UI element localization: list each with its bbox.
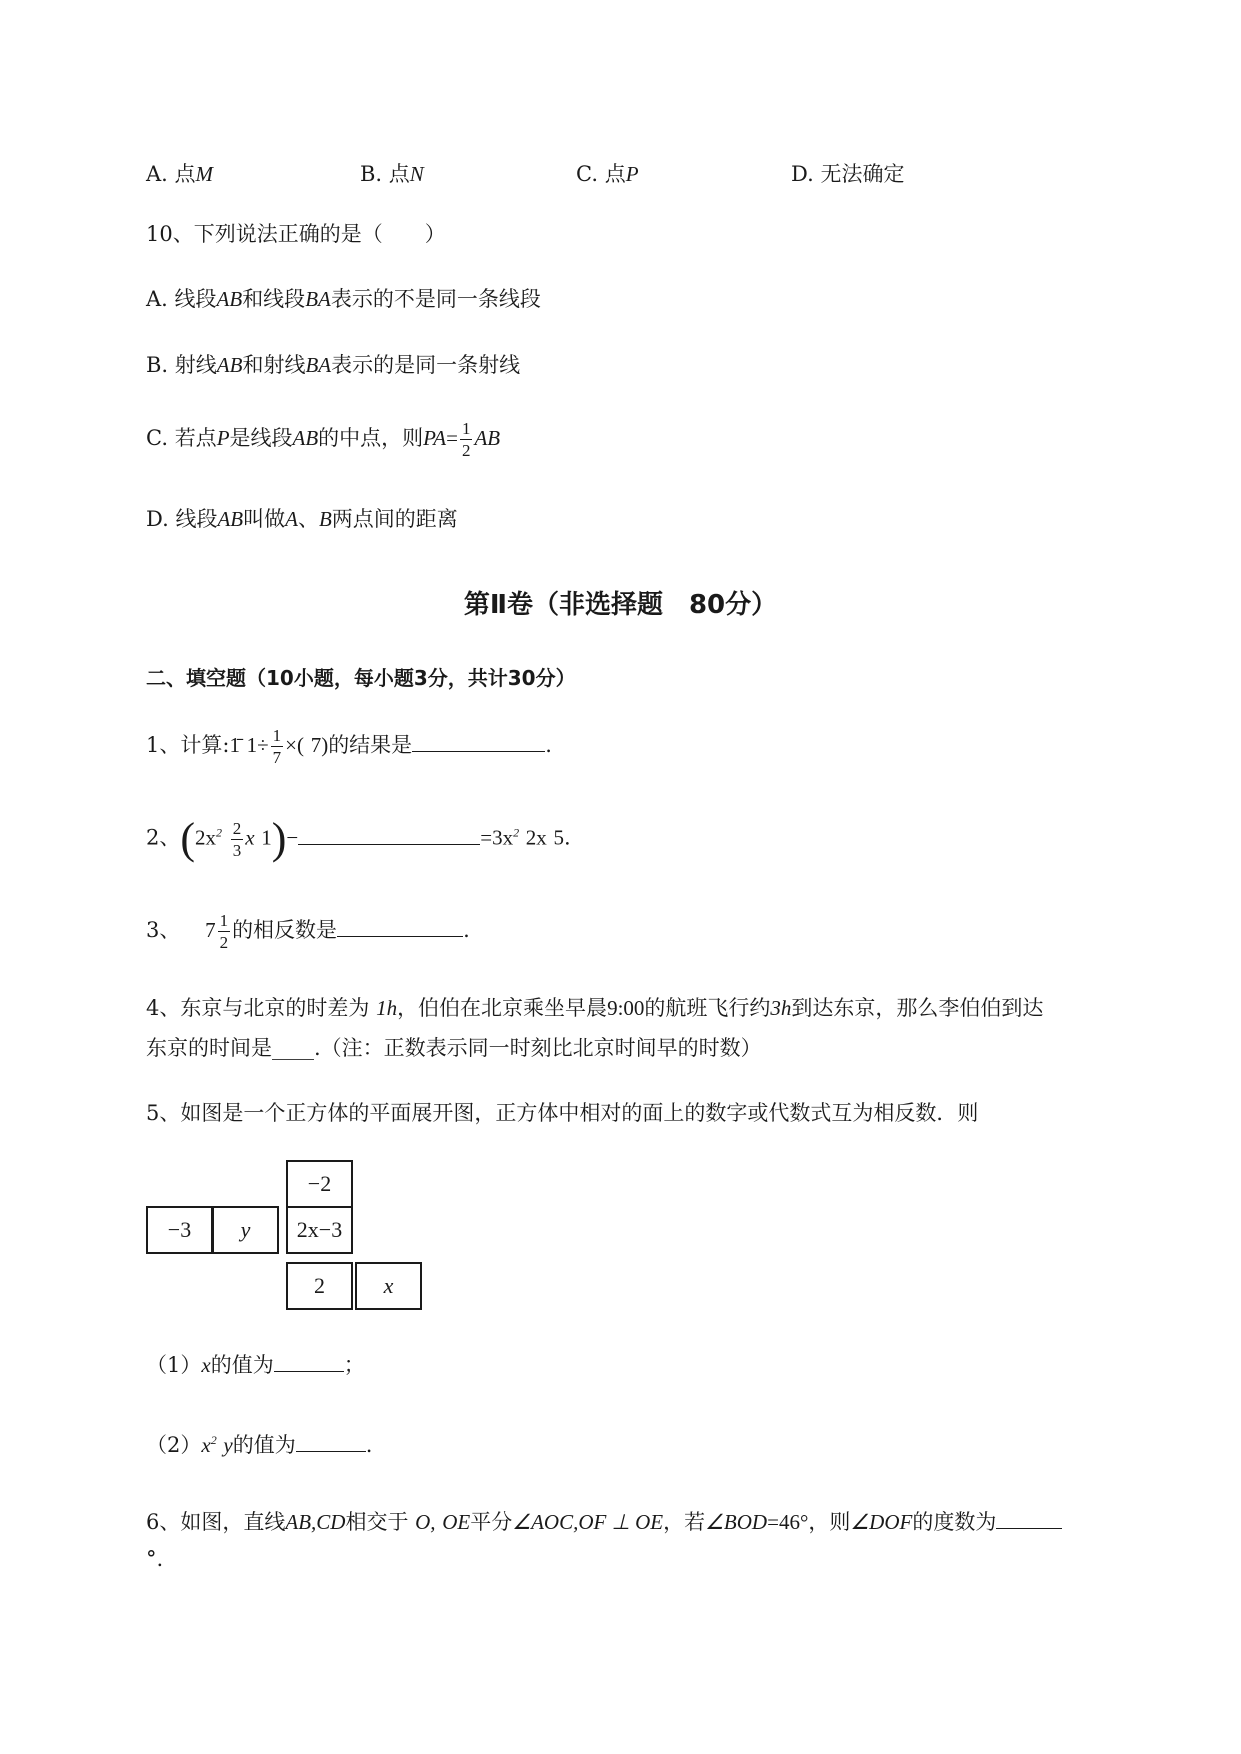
text: 两点间的距离: [331, 507, 458, 531]
whole-number: 7: [205, 918, 216, 942]
net-cell-bottom: 2: [286, 1262, 353, 1310]
text: ，若: [663, 1510, 706, 1534]
text: 到达东京，那么李伯伯到达: [791, 996, 1044, 1020]
text: .: [365, 1433, 373, 1457]
numerator: 1: [461, 419, 471, 438]
option-d[interactable]: [791, 158, 904, 188]
paren: (: [180, 814, 196, 863]
value: 9:00: [607, 996, 645, 1020]
text: 的相反数是: [232, 918, 338, 942]
q10-stem: 10、下列说法正确的是（ ）: [146, 222, 446, 246]
text: 表示的是同一条射线: [331, 353, 521, 377]
text: 是线段: [229, 426, 293, 450]
question-prefix: 1、计算:: [146, 733, 230, 757]
expr: OE: [442, 1510, 471, 1534]
option-text: 点: [604, 162, 626, 186]
text: 的值为: [210, 1353, 274, 1377]
option-text: 点: [174, 162, 196, 186]
sub-prefix: （1）: [146, 1353, 202, 1377]
fill-q6-end: °.: [146, 1547, 164, 1571]
expr: 1̄: [229, 733, 240, 757]
option-var: P: [625, 162, 639, 186]
text: 线段: [175, 507, 218, 531]
answer-blank[interactable]: [274, 1353, 344, 1372]
option-letter: B.: [146, 353, 169, 377]
var: AB: [216, 353, 243, 377]
text: 的中点，则: [318, 426, 424, 450]
var: BA: [305, 287, 331, 311]
text: 线段: [174, 287, 217, 311]
var: PA: [423, 426, 447, 450]
var: x: [245, 825, 255, 850]
text: 叫做: [243, 507, 286, 531]
expr: 1÷: [246, 733, 269, 757]
text: ，伯伯在北京乘坐早晨: [397, 996, 608, 1020]
option-letter: D.: [791, 162, 814, 186]
text: ，则: [808, 1510, 851, 1534]
fraction: [271, 727, 284, 766]
question-prefix: 2、: [146, 825, 181, 850]
section-title: 第Ⅱ卷（非选择题 80分）: [463, 590, 778, 620]
answer-blank[interactable]: [337, 918, 463, 937]
option-var: M: [195, 162, 214, 186]
expr: 2x: [195, 825, 217, 850]
net-cell-x: x: [355, 1262, 422, 1310]
exponent: 2: [210, 1433, 217, 1447]
answer-blank[interactable]: [412, 733, 545, 752]
fill-q5-sub1: [146, 1353, 365, 1378]
text: .: [463, 918, 470, 942]
text: 的度数为: [912, 1510, 997, 1534]
option-text: 无法确定: [820, 162, 905, 186]
net-cell-center: 2x−3: [286, 1206, 353, 1254]
option-letter: C.: [576, 162, 598, 186]
option-b[interactable]: [360, 158, 424, 188]
expr: =46°: [767, 1510, 809, 1534]
var: B: [318, 507, 332, 531]
denominator: 3: [232, 840, 242, 860]
text: 6、如图，直线: [146, 1510, 286, 1534]
var: AB: [474, 426, 501, 450]
option-text: 点: [388, 162, 410, 186]
numerator: 1: [272, 726, 282, 745]
text: 的值为: [232, 1433, 296, 1457]
var: AB: [217, 507, 244, 531]
expr: AB,CD: [285, 1510, 346, 1534]
net-cell-y: y: [212, 1206, 279, 1254]
expr: 2x: [525, 825, 547, 850]
fill-q4-line1: [146, 996, 1043, 1021]
fraction: [218, 912, 231, 951]
equals-sign: =: [446, 426, 458, 450]
text: 4、东京与北京的时差为: [146, 996, 370, 1020]
expr: 5: [553, 825, 564, 850]
text: 若点: [174, 426, 217, 450]
var: AB: [292, 426, 319, 450]
option-c[interactable]: [576, 158, 639, 188]
expr: ∠AOC,OF ⊥ OE: [512, 1510, 664, 1534]
var: x: [201, 1353, 211, 1377]
expr: O,: [415, 1510, 436, 1534]
text: 和射线: [242, 353, 306, 377]
exponent: 2: [513, 825, 520, 840]
q10-option-b[interactable]: [146, 353, 520, 378]
net-cell-top: −2: [286, 1160, 353, 1208]
sub-prefix: （2）: [146, 1433, 202, 1457]
fill-q4-line2: 东京的时间是____.（注：正数表示同一时刻比北京时间早的时数）: [146, 1036, 762, 1060]
option-letter: A.: [146, 162, 168, 186]
paren: ): [271, 814, 287, 863]
fill-q5-stem: 5、如图是一个正方体的平面展开图，正方体中相对的面上的数字或代数式互为相反数．则: [146, 1101, 979, 1125]
text: 平分: [470, 1510, 513, 1534]
q10-option-a[interactable]: [146, 287, 541, 312]
part-title: 二、填空题（10小题，每小题3分，共计30分）: [146, 666, 576, 690]
fill-q3: [146, 912, 470, 951]
expr: 7): [310, 733, 329, 757]
expr: =3x: [480, 825, 514, 850]
denominator: 2: [219, 933, 229, 952]
text: 射线: [174, 353, 217, 377]
fill-q2: [146, 814, 571, 863]
fraction: [460, 420, 473, 459]
numerator: 1: [219, 911, 229, 930]
text: .: [545, 733, 552, 757]
q10-option-d[interactable]: [146, 507, 458, 532]
value: 3h: [770, 996, 792, 1020]
var: BA: [305, 353, 332, 377]
option-letter: B.: [360, 162, 383, 186]
var: AB: [216, 287, 243, 311]
option-letter: D.: [146, 507, 169, 531]
option-letter: A.: [146, 287, 168, 311]
option-var: N: [409, 162, 424, 186]
fill-q1: [146, 727, 552, 766]
text: .: [563, 825, 571, 850]
fill-q6: [146, 1510, 1062, 1535]
var: A: [285, 507, 298, 531]
answer-blank[interactable]: [996, 1510, 1062, 1529]
minus-sign: −: [286, 825, 299, 850]
net-cell-left: −3: [146, 1206, 213, 1254]
numerator: 2: [232, 818, 242, 838]
text: 的结果是: [328, 733, 413, 757]
denominator: 2: [461, 441, 471, 460]
text: 和线段: [242, 287, 306, 311]
fraction: [231, 820, 244, 859]
expr: ∠BOD: [705, 1510, 768, 1534]
expr: ×(: [285, 733, 304, 757]
value: 1h: [376, 996, 398, 1020]
expr: ∠DOF: [850, 1510, 913, 1534]
fill-q5-sub2: [146, 1433, 372, 1458]
text: 、: [297, 507, 319, 531]
var: x: [201, 1433, 211, 1457]
text: 表示的不是同一条线段: [330, 287, 541, 311]
option-letter: C.: [146, 426, 168, 450]
exponent: 2: [216, 825, 223, 840]
q10-option-c[interactable]: [146, 420, 500, 459]
denominator: 7: [272, 748, 282, 767]
answer-blank[interactable]: [296, 1433, 366, 1452]
expr: 1: [261, 825, 272, 850]
text: 相交于: [345, 1510, 409, 1534]
var: y: [223, 1433, 233, 1457]
text: 的航班飞行约: [644, 996, 771, 1020]
question-prefix: 3、: [146, 918, 181, 942]
answer-blank[interactable]: [298, 826, 480, 845]
var: P: [216, 426, 230, 450]
option-a[interactable]: [146, 158, 213, 188]
text: ；: [343, 1353, 365, 1377]
